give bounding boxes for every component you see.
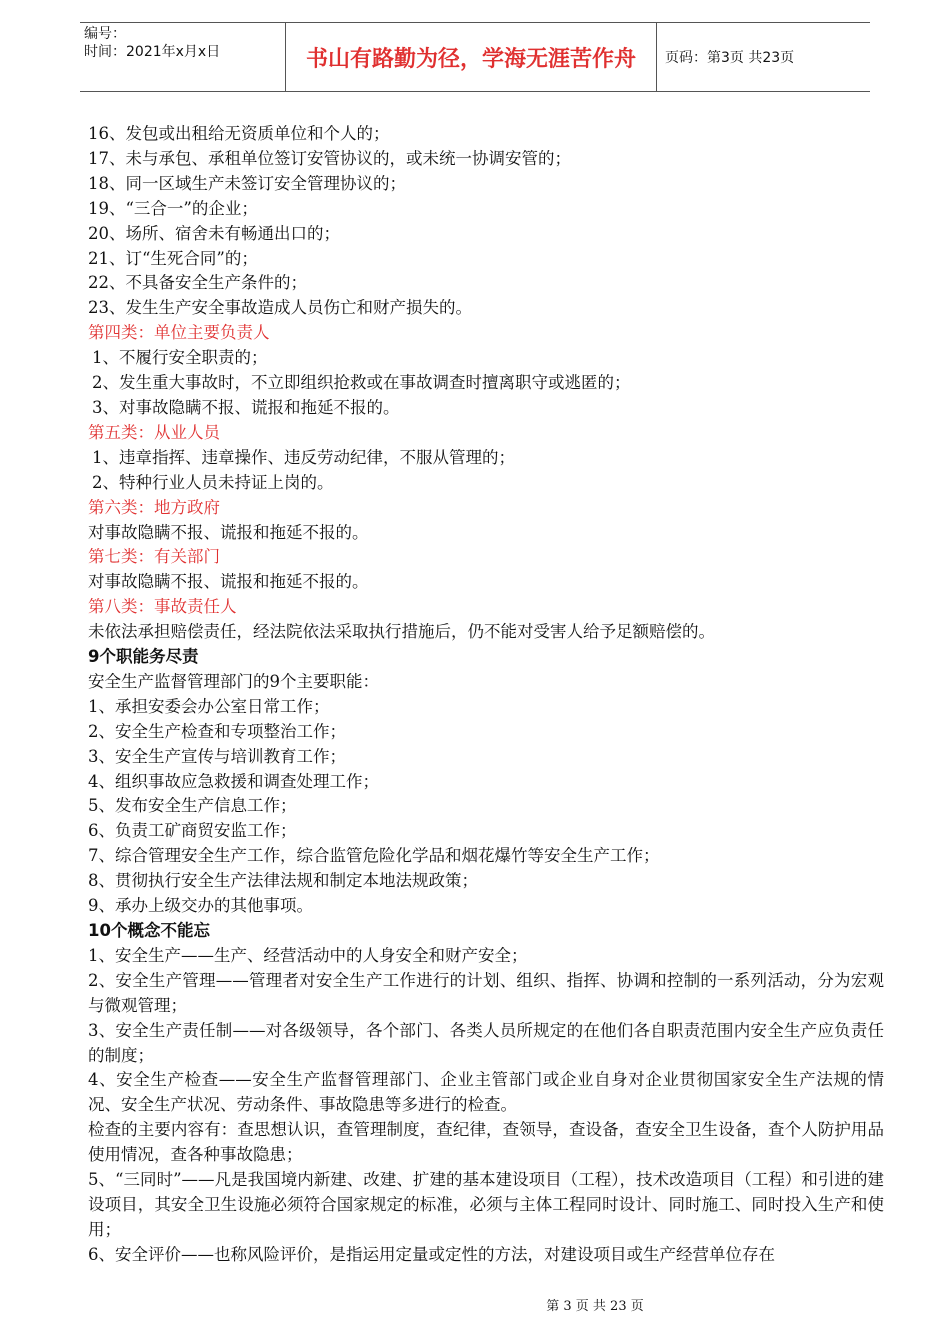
list-item: 5、“三同时”——凡是我国境内新建、改建、扩建的基本建设项目（工程），技术改造项目（工程）和引进的建设项目，其安全卫生设施必须符合国家规定的标准，必须与主体工程同时设计、同时施工、同时投入生产和使用； — [88, 1170, 884, 1239]
list-item: 7、综合管理安全生产工作，综合监管危险化学品和烟花爆竹等安全生产工作； — [88, 846, 660, 866]
list-item: 9、承办上级交办的其他事项。 — [88, 896, 313, 916]
list-item: 3、对事故隐瞒不报、谎报和拖延不报的。 — [92, 397, 400, 417]
page-footer: 第 3 页 共 23 页 — [546, 1299, 644, 1314]
list-item: 6、安全评价——也称风险评价，是指运用定量或定性的方法，对建设项目或生产经营单位存在 — [88, 1244, 775, 1264]
list-item: 1、违章指挥、违章操作、违反劳动纪律，不服从管理的； — [92, 447, 515, 467]
list-item: 5、发布安全生产信息工作； — [88, 796, 297, 816]
header-motto: 书山有路勤为径，学海无涯苦作舟 — [285, 23, 657, 91]
topic-heading: 10个概念不能忘 — [88, 921, 210, 940]
doc-number-label: 编号： — [84, 26, 126, 42]
list-item: 4、组织事故应急救援和调查处理工作； — [88, 771, 379, 791]
list-item: 20、场所、宿舍未有畅通出口的； — [88, 223, 340, 243]
list-item: 19、“三合一”的企业； — [88, 198, 258, 218]
list-item: 6、负责工矿商贸安监工作； — [88, 821, 297, 841]
list-item: 23、发生生产安全事故造成人员伤亡和财产损失的。 — [88, 298, 472, 318]
list-item: 2、安全生产检查和专项整治工作； — [88, 721, 346, 741]
list-item: 17、未与承包、承租单位签订安管协议的，或未统一协调安管的； — [88, 148, 571, 168]
list-item: 1、承担安委会办公室日常工作； — [88, 696, 330, 716]
list-item: 3、安全生产宣传与培训教育工作； — [88, 746, 346, 766]
paragraph: 检查的主要内容有：查思想认识，查管理制度，查纪律，查领导，查设备，查安全卫生设备，查个人防护用品使用情况，查各种事故隐患； — [88, 1120, 884, 1165]
list-item: 对事故隐瞒不报、谎报和拖延不报的。 — [88, 572, 369, 592]
paragraph: 安全生产监督管理部门的9个主要职能： — [88, 671, 379, 691]
list-item: 未依法承担赔偿责任，经法院依法采取执行措施后，仍不能对受害人给予足额赔偿的。 — [88, 622, 715, 642]
topic-heading: 9个职能务尽责 — [88, 647, 199, 667]
section-heading: 第五类：从业人员 — [88, 422, 220, 442]
list-item: 21、订“生死合同”的； — [88, 248, 258, 268]
list-item: 2、特种行业人员未持证上岗的。 — [92, 472, 334, 492]
list-item: 4、安全生产检查——安全生产监督管理部门、企业主管部门或企业自身对企业贯彻国家安全生产法规的情况、安全生产状况、劳动条件、事故隐患等多进行的检查。 — [88, 1070, 884, 1115]
list-item: 1、不履行安全职责的； — [92, 348, 268, 368]
list-item: 1、安全生产——生产、经营活动中的人身安全和财产安全； — [88, 945, 528, 965]
list-item: 2、发生重大事故时，不立即组织抢救或在事故调查时擅离职守或逃匿的； — [92, 373, 631, 393]
section-heading: 第七类：有关部门 — [88, 547, 220, 567]
page-header — [80, 22, 870, 92]
header-left — [84, 25, 220, 61]
list-item: 16、发包或出租给无资质单位和个人的； — [88, 124, 390, 143]
doc-time-label: 时间：2021年x月x日 — [84, 44, 221, 60]
section-heading: 第八类：事故责任人 — [88, 597, 237, 617]
header-page-info: 页码：第3页 共23页 — [665, 50, 795, 66]
list-item: 对事故隐瞒不报、谎报和拖延不报的。 — [88, 522, 369, 542]
list-item: 18、同一区域生产未签订安全管理协议的； — [88, 173, 406, 193]
section-heading: 第四类：单位主要负责人 — [88, 323, 270, 343]
list-item: 22、不具备安全生产条件的； — [88, 273, 307, 293]
document-body — [88, 122, 884, 1268]
list-item: 3、安全生产责任制——对各级领导，各个部门、各类人员所规定的在他们各自职责范围内安全生产应负责任的制度； — [88, 1020, 884, 1065]
list-item: 8、贯彻执行安全生产法律法规和制定本地法规政策； — [88, 871, 478, 891]
section-heading: 第六类：地方政府 — [88, 497, 220, 517]
list-item: 2、安全生产管理——管理者对安全生产工作进行的计划、组织、指挥、协调和控制的一系列活动，分为宏观与微观管理； — [88, 970, 884, 1015]
